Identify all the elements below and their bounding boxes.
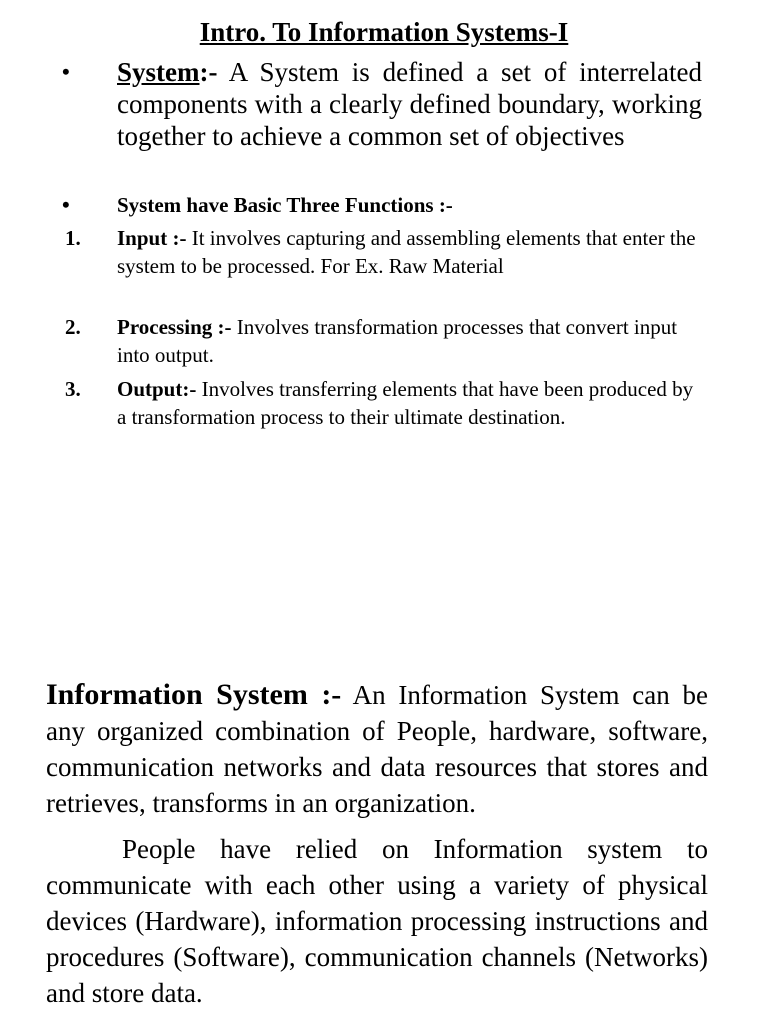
system-term: System — [117, 57, 200, 87]
function-text — [117, 376, 702, 431]
list-number: 3. — [65, 377, 81, 401]
information-system-definition — [46, 677, 708, 821]
information-system-paragraph: People have relied on Information system to communicate with each other using a variety of physical devices (Hardware), information processing instructions and procedures (Software), communication channels (Networks) and store data. — [46, 834, 708, 1008]
system-term-separator: :- — [199, 57, 218, 87]
function-text — [117, 225, 702, 280]
system-definition-text — [117, 56, 702, 152]
function-term: Input :- — [117, 226, 187, 250]
list-number: 2. — [65, 315, 81, 339]
function-description: Involves transformation processes that convert input into output. — [117, 315, 678, 367]
function-text — [117, 314, 702, 369]
function-term: Output:- — [117, 377, 197, 401]
information-system-definition-body: An Information System can be any organized combination of People, hardware, software, communication networks and data resources that stores and retrieves, transforms in an organization. — [46, 680, 708, 818]
page-title: Intro. To Information Systems-I — [199, 17, 569, 47]
function-description: It involves capturing and assembling elements that enter the system to be processed. For Ex. Raw Material — [117, 226, 696, 278]
functions-heading: System have Basic Three Functions :- — [117, 193, 453, 217]
function-term: Processing :- — [117, 315, 232, 339]
function-description: Involves transferring elements that have been produced by a transformation process to their ultimate destination. — [117, 377, 694, 429]
list-number: 1. — [65, 226, 81, 250]
bullet-marker: • — [62, 192, 70, 217]
system-definition-body: A System is defined a set of interrelated components with a clearly defined boundary, working together to achieve a common set of objectives — [117, 57, 702, 151]
bullet-marker: • — [62, 59, 70, 84]
information-system-term: Information System :- — [46, 678, 342, 711]
